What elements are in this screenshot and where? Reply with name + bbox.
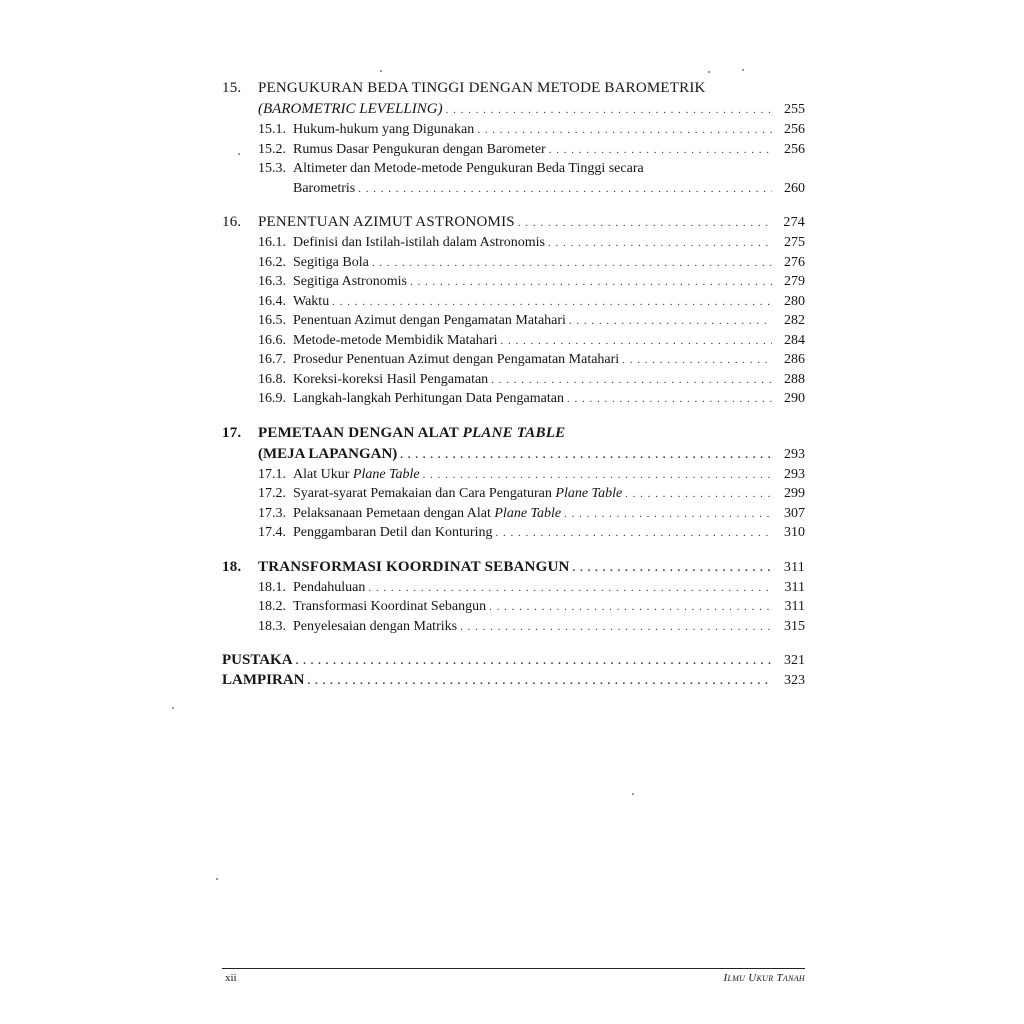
page-number: 321 (784, 653, 805, 668)
page-number: 311 (783, 559, 805, 575)
chapter-number: 17. (222, 424, 242, 441)
toc-entry[interactable] (222, 525, 805, 545)
section-number: 17.2. (258, 486, 286, 501)
section-title: Waktu (293, 293, 330, 309)
toc-entry[interactable] (222, 352, 805, 372)
section-number: 16.2. (258, 254, 286, 270)
page-number: 280 (784, 293, 805, 309)
section-number: 16.4. (258, 293, 286, 309)
chapter-16 (222, 214, 805, 411)
section-number: 15.1. (258, 122, 286, 137)
toc-entry[interactable] (222, 467, 805, 487)
toc-entry[interactable] (222, 446, 805, 467)
section-title: Hukum-hukum yang Digunakan (293, 122, 475, 137)
chapter-18 (222, 559, 805, 639)
leader-dots (549, 144, 772, 156)
page-number: 286 (784, 352, 805, 367)
section-title: Alat Ukur (293, 466, 353, 482)
section-title: Penggambaran Detil dan Konturing (293, 525, 493, 540)
toc-entry[interactable] (222, 255, 805, 275)
page-number: 284 (784, 332, 805, 348)
toc-entry[interactable] (222, 372, 805, 392)
section-title-italic: Plane Table (494, 505, 562, 521)
leader-dots (495, 527, 772, 539)
leader-dots (564, 508, 772, 520)
section-number: 18.1. (258, 579, 286, 595)
back-matter-title: PUSTAKA (222, 652, 293, 668)
scan-speck (708, 71, 710, 73)
scan-speck (216, 878, 218, 880)
section-title: Segitiga Bola (293, 254, 369, 270)
scan-speck (238, 153, 240, 155)
leader-dots (518, 217, 772, 229)
chapter-title-cont: (MEJA LAPANGAN) (258, 445, 398, 462)
leader-dots (368, 582, 772, 594)
section-title: Altimeter dan Metode-metode Pengukuran Beda Tinggi secara (293, 161, 644, 176)
toc-entry[interactable] (222, 333, 805, 353)
scan-speck (172, 707, 174, 709)
section-number: 16.5. (258, 313, 286, 328)
leader-dots (423, 469, 772, 481)
chapter-title-cont: (BAROMETRIC LEVELLING) (258, 101, 443, 117)
page-number: 315 (784, 618, 805, 634)
toc-entry[interactable] (222, 235, 805, 255)
page-number: 255 (784, 102, 805, 117)
chapter-number: 15. (222, 80, 242, 96)
section-number: 16.8. (258, 371, 286, 387)
leader-dots (569, 315, 772, 327)
chapter-number: 18. (222, 558, 242, 575)
toc-entry-pustaka[interactable] (222, 652, 805, 672)
section-title-italic: Plane Table (555, 486, 623, 501)
page-number: 274 (783, 215, 805, 230)
leader-dots (491, 374, 772, 386)
toc-entry-wrapped[interactable] (222, 161, 805, 181)
section-title: Koreksi-koreksi Hasil Pengamatan (293, 371, 489, 387)
leader-dots (501, 335, 773, 347)
section-number: 16.3. (258, 274, 286, 289)
chapter-title: TRANSFORMASI KOORDINAT SEBANGUN (258, 558, 570, 575)
page-number: 323 (784, 673, 805, 688)
chapter-number: 16. (222, 214, 242, 230)
toc-entry[interactable] (222, 619, 805, 639)
toc-entry[interactable] (222, 101, 805, 122)
page-number: 293 (784, 466, 805, 482)
leader-dots (622, 354, 772, 366)
leader-dots (573, 562, 772, 574)
section-number: 18.2. (258, 599, 286, 614)
toc-entry[interactable] (222, 391, 805, 411)
leader-dots (489, 601, 772, 613)
chapter-title: PENENTUAN AZIMUT ASTRONOMIS (258, 214, 515, 230)
leader-dots (372, 257, 772, 269)
chapter-15 (222, 80, 805, 200)
section-number: 15.3. (258, 161, 286, 176)
back-matter-title: LAMPIRAN (222, 672, 305, 688)
page-number: 279 (784, 274, 805, 289)
footer-rule (222, 968, 805, 969)
page-number: 311 (784, 579, 805, 595)
scan-speck (380, 70, 382, 72)
section-number: 15.2. (258, 141, 286, 157)
leader-dots (477, 124, 772, 136)
section-title: Penyelesaian dengan Matriks (293, 618, 458, 634)
toc-entry[interactable] (222, 122, 805, 142)
chapter-title: PEMETAAN DENGAN ALAT (258, 424, 463, 441)
leader-dots (410, 276, 772, 288)
section-title-italic: Plane Table (352, 466, 420, 482)
section-number: 17.1. (258, 466, 286, 482)
page-number: 256 (784, 141, 805, 157)
leader-dots (460, 621, 772, 633)
toc-entry[interactable] (222, 599, 805, 619)
toc-entry[interactable] (222, 580, 805, 600)
scan-speck (632, 793, 634, 795)
toc-entry[interactable] (222, 294, 805, 314)
section-title: Definisi dan Istilah-istilah dalam Astronomis (293, 235, 545, 250)
page-number: 256 (784, 122, 805, 137)
page-folio: xii (225, 972, 237, 984)
leader-dots (308, 675, 773, 687)
page-number: 275 (784, 235, 805, 250)
page-number: 290 (784, 391, 805, 406)
section-title: Pelaksanaan Pemetaan dengan Alat (293, 505, 495, 521)
page-number: 299 (784, 486, 805, 501)
toc-entry[interactable] (222, 214, 805, 235)
chapter-heading (222, 425, 805, 446)
leader-dots (332, 296, 772, 308)
toc-entry[interactable] (222, 559, 805, 580)
toc-entry-continuation[interactable] (222, 181, 805, 201)
running-title: Ilmu Ukur Tanah (723, 972, 805, 984)
section-number: 16.7. (258, 352, 286, 367)
leader-dots (567, 393, 772, 405)
section-title-cont: Barometris (293, 180, 356, 196)
section-number: 16.9. (258, 391, 286, 406)
section-number: 18.3. (258, 618, 286, 634)
chapter-title: PENGUKURAN BEDA TINGGI DENGAN METODE BAROMETRIK (258, 80, 706, 96)
leader-dots (296, 655, 772, 667)
leader-dots (446, 104, 772, 116)
toc-entry[interactable] (222, 142, 805, 162)
section-number: 16.1. (258, 235, 286, 250)
section-title: Penentuan Azimut dengan Pengamatan Matahari (293, 313, 566, 328)
toc-entry[interactable] (222, 274, 805, 294)
section-title: Metode-metode Membidik Matahari (293, 332, 498, 348)
section-number: 16.6. (258, 332, 286, 348)
page-number: 282 (784, 313, 805, 328)
section-title: Pendahuluan (293, 579, 366, 595)
chapter-heading (222, 80, 805, 101)
leader-dots (625, 488, 772, 500)
section-title: Syarat-syarat Pemakaian dan Cara Pengaturan (293, 486, 556, 501)
page-number: 307 (784, 505, 805, 521)
scan-speck (742, 69, 744, 71)
toc-entry[interactable] (222, 313, 805, 333)
chapter-title-italic: PLANE TABLE (462, 424, 566, 441)
page-number: 260 (784, 180, 805, 196)
leader-dots (358, 183, 772, 195)
chapter-17 (222, 425, 805, 545)
page-number: 311 (784, 599, 805, 614)
leader-dots (400, 449, 772, 461)
toc-entry[interactable] (222, 486, 805, 506)
page-number: 276 (784, 254, 805, 270)
toc-entry-lampiran[interactable] (222, 672, 805, 692)
toc-entry[interactable] (222, 506, 805, 526)
table-of-contents (222, 80, 805, 692)
section-title: Rumus Dasar Pengukuran dengan Barometer (293, 141, 546, 157)
section-title: Segitiga Astronomis (293, 274, 407, 289)
section-number: 17.4. (258, 525, 286, 540)
leader-dots (548, 237, 772, 249)
section-title: Transformasi Koordinat Sebangun (293, 599, 487, 614)
section-title: Prosedur Penentuan Azimut dengan Pengamatan Matahari (293, 352, 620, 367)
page-number: 310 (784, 525, 805, 540)
section-title: Langkah-langkah Perhitungan Data Pengamatan (293, 391, 564, 406)
section-number: 17.3. (258, 505, 286, 521)
page-number: 288 (784, 371, 805, 387)
page-number: 293 (784, 446, 805, 462)
